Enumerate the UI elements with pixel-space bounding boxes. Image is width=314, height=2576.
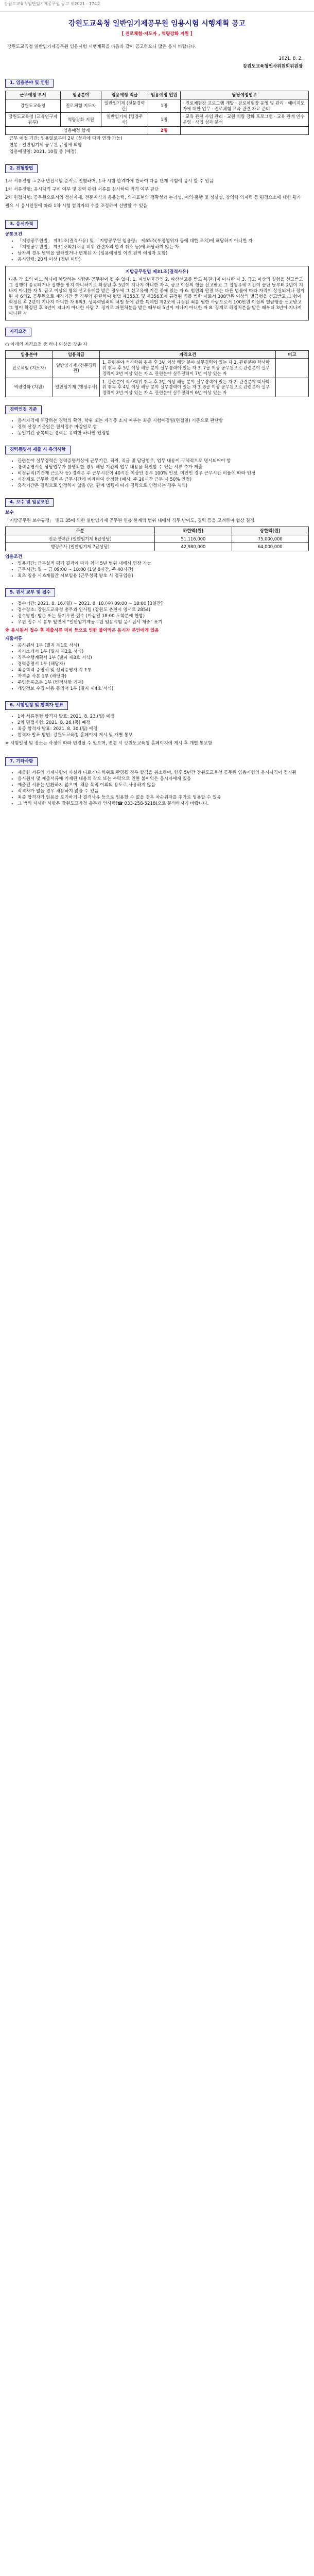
position-table-header: [6, 91, 309, 99]
cell-note: [276, 359, 309, 378]
th-requirements: 자격요건: [100, 350, 276, 359]
section-5: [0, 442, 314, 494]
cell-dept: 강원도교육청: [6, 99, 61, 113]
cell-pay-low: 51,116,000: [155, 535, 232, 543]
section-1: [0, 75, 314, 160]
table-row: [6, 378, 309, 397]
publish-date: 2021. 8. 2.: [278, 56, 303, 61]
document-title: 강원도교육청 일반임기제공무원 임용시험 시행계획 공고: [68, 20, 246, 28]
common-requirements-title: 공통요건: [5, 231, 23, 237]
section-6-title: 4. 보수 및 임용조건: [5, 498, 54, 507]
qualification-table-header: [6, 350, 309, 359]
table-row: [6, 113, 309, 127]
th-grade: 임용예정 직급: [101, 91, 148, 99]
section-3: [0, 216, 314, 401]
cell-count: 1명: [148, 99, 180, 113]
list-item: • 임용기간: 근무실적 평가 결과에 따라 최대 5년 범위 내에서 연장 가능: [18, 561, 309, 567]
application-list: [12, 601, 309, 625]
application-warning: ※ 응시원서 접수 후 제출서류 미비 등으로 인한 불이익은 응시자 본인에게 있음: [5, 628, 159, 633]
th-field: 임용분야: [60, 91, 101, 99]
cell-grade: 일반임기제 (행정주사): [101, 113, 148, 127]
legal-box-text: 다음 각 호의 어느 하나에 해당하는 사람은 공무원이 될 수 없다. 1. 피성년후견인 2. 파산선고를 받고 복권되지 아니한 자 3. 금고 이상의 실형을 선고받고 그 집행이 종료되거나 집행을 받지 아니하기로 확정된 후 5년이 지나지 아니한 자 4. 금고 이상의 형을 선고받고 그 집행유예 기간이 끝난 날부터 2년이 지나지 아니한 자 5. 금고 이상의 형의 선고유예를 받은 경우에 그 선고유예 기간 중에 있는 자 6. 법원의 판결 또는 다른 법률에 따라 자격이 상실되거나 정지된 자 6의2. 공무원으로 재직기간 중 직무와 관련하여 형법 제355조 및 제356조에 규정된 죄를 범한 자로서 300만원 이상의 벌금형을 선고받고 그 형이 확정된 후 2년이 지나지 아니한 자 6의3. 성폭력범죄의 처벌 등에 관한 특례법 제2조에 규정된 죄를 범한 사람으로서 100만원 이상의 벌금형을 선고받고 그 형이 확정된 후 3년이 지나지 아니한 사람 7. 징계로 파면처분을 받은 때부터 5년이 지나지 아니한 자 8. 징계로 해임처분을 받은 때부터 3년이 지나지 아니한 자: [9, 277, 305, 316]
pay-title: 보수: [5, 510, 14, 515]
pay-table: [5, 527, 309, 551]
table-row: [6, 99, 309, 113]
cell-grade: 일반임기제 (전문경력관): [53, 359, 100, 378]
th-pay-high: 상한액(원): [232, 527, 308, 535]
note-2: 연봉 : 일반임기제 공무원 규정에 의함: [9, 142, 82, 148]
cell-note: [276, 378, 309, 397]
cell-field: 진로체험 지도자: [60, 99, 101, 113]
document-subtitle: [ 진로체험·지도자 , 역량강화 지원 ]: [121, 31, 193, 37]
list-item: • 응시연령: 20세 이상 (정년 미만): [18, 257, 309, 263]
list-item: • 2차 면접시험: 2021. 8. 26.(목) 예정: [18, 720, 309, 726]
th-grade: 임용직급: [53, 350, 100, 359]
cell-pay-high: 75,000,000: [232, 535, 308, 543]
cell-pay-grade: 전문경력관 (일반임기제 6급상당): [6, 535, 155, 543]
section-2-title: 2. 전형방법: [5, 164, 38, 173]
section-7: [0, 584, 314, 697]
section-3-title: 3. 응시자격: [5, 220, 38, 229]
schedule-list: [12, 714, 309, 738]
list-item: • 접수방법: 방문 또는 등기우편 접수 (마감일 18:00 도착분에 한함): [18, 614, 309, 619]
list-item: • 경력증명서 1부 (해당자): [18, 662, 309, 667]
misc-list: [12, 770, 309, 807]
th-field: 임용분야: [6, 350, 53, 359]
list-item: • 1차 서류전형 합격자 발표: 2021. 8. 23.(월) 예정: [18, 714, 309, 720]
list-item: • 「지방공무원법」 제31조의2(채용 비위 관련자의 합격 취소 등)에 해당하지 않는 자: [18, 245, 309, 250]
list-item: • 남자의 경우 병역을 필하였거나 면제된 자 (임용예정일 이전 전역 예정자 포함): [18, 251, 309, 257]
section-9: [0, 753, 314, 812]
cell-pay-grade: 행정주사 (일반임기제 7급상당): [6, 543, 155, 551]
th-pay-grade: 구분: [6, 527, 155, 535]
list-item: • 「지방공무원법」 제31조(결격사유) 및 「지방공무원 임용령」 제65조(부정행위자 등에 대한 조치)에 해당하지 아니한 자: [18, 239, 309, 244]
table-row: [6, 535, 309, 543]
section-8-title: 6. 시험일정 및 합격자 발표: [5, 701, 68, 710]
schedule-note: ※ 시험일정 및 장소는 사정에 따라 변경될 수 있으며, 변경 시 강원도교육청 홈페이지에 게시 후 개별 통보함: [5, 741, 213, 746]
cell-requirements: 1. 관련분야 석사학위 취득 후 2년 이상 해당 분야 실무경력이 있는 자 2. 관련분야 학사학위 취득 후 4년 이상 해당 분야 실무경력이 있는 자 3. 8급 이상 공무원으로 관련분야 실무경력이 2년 이상 있는 자 4. 관련분야 실무경력이 6년 이상 있는 자: [100, 378, 276, 397]
qualification-table: [5, 350, 309, 397]
note-1: 근무 예정 기간: 임용일로부터 2년 (성과에 따라 연장 가능): [9, 135, 123, 141]
cell-grade: 일반임기제 (전문경력관): [101, 99, 148, 113]
qualification-subtitle: ○ 아래의 자격요건 중 하나 이상을 갖춘 자: [5, 342, 88, 347]
list-item: • 응시원서 1부 (별지 제1호 서식): [18, 643, 309, 649]
list-item: • 비정규직(기간제 근로자 등) 경력은 주 근무시간이 40시간 이상인 경우 100% 인정, 미만인 경우 근무시간 비율에 따라 인정: [18, 471, 309, 477]
list-item: • 응시자격에 해당하는 경력의 확인, 학위 또는 자격증 소지 여부는 최종 시험예정일(면접일) 기준으로 판단함: [18, 418, 309, 424]
common-requirements-list: [12, 239, 309, 263]
list-item: • 최종 합격자가 임용을 포기하거나 결격사유 등으로 임용할 수 없을 경우 차순위자를 추가로 임용할 수 있음: [18, 795, 309, 801]
list-item: • 근무시간: 월 ~ 금 09:00 ~ 18:00 (1일 8시간, 주 40시간): [18, 567, 309, 573]
cell-field: 역량강화 지원: [60, 113, 101, 127]
pay-table-header: [6, 527, 309, 535]
method-p3: 2차 면접시험: 공무원으로서의 정신자세, 전문지식과 응용능력, 의사표현의 정확성과 논리성, 예의·품행 및 성실성, 창의력·의지력 등 평정요소에 대한 평가: [5, 195, 301, 200]
cell-duties: · 진로체험장 프로그램 개발 · 진로체험장 운영 및 관리 · 예비지도자에 대한 업무 · 진로체험 교육 관련 자료 준비: [180, 99, 308, 113]
qualification-title: 자격요건: [5, 328, 31, 336]
section-1-title: 1. 임용분야 및 인원: [5, 79, 54, 88]
list-item: • 시간제로 근무한 경력은 근무시간에 비례하여 산정함 (예시: 주 20시간 근무 시 50% 인정): [18, 477, 309, 483]
section-2: [0, 160, 314, 216]
th-note: 비고: [276, 350, 309, 359]
cell-field: 역량강화 (지원): [6, 378, 53, 397]
list-item: • 관련분야 실무경력은 경력증명서상에 근무기간, 직위, 직급 및 담당업무, 업무 내용이 구체적으로 명시되어야 함: [18, 459, 309, 464]
cell-dept: 강원도교육청 (교육연구지원부): [6, 113, 61, 127]
list-item: • 경력증명서상 담당업무가 불명확한 경우 해당 기관의 업무 내용을 확인할 수 있는 서류 추가 제출: [18, 465, 309, 470]
list-item: • 제출한 서류의 기재사항이 사실과 다르거나 허위로 판명될 경우 합격을 취소하며, 향후 5년간 강원도교육청 공무원 임용시험의 응시자격이 정지됨: [18, 770, 309, 776]
cell-duties: · 교육 관련 사업 관리 · 교원 역량 강화 프로그램 · 교육 관계 연수 운영 · 사업 성과 분석: [180, 113, 308, 127]
section-7-title: 5. 원서 교부 및 접수: [5, 588, 55, 597]
total-label: 임용예정 합계: [6, 126, 148, 134]
list-item: • 자기소개서 1부 (별지 제2호 서식): [18, 649, 309, 655]
legal-box-title: 지방공무원법 제31조(결격사유): [125, 269, 189, 275]
pay-text: 「지방공무원 보수규정」 별표 35에 의한 일반임기제 공무원 연봉 한계액 범위 내에서 직무 난이도, 경력 등을 고려하여 협상 결정: [5, 518, 255, 523]
issuing-organization: 강원도교육청인사위원회위원장: [242, 64, 303, 69]
position-table: [5, 91, 309, 135]
list-item: • 최초 임용 시 6개월간 시보임용 (근무성적 양호 시 정규임용): [18, 573, 309, 579]
list-item: • 우편 접수 시 봉투 앞면에 "일반임기제공무원 임용시험 응시원서 재중" 표기: [18, 620, 309, 625]
section-9-title: 7. 기타사항: [5, 757, 38, 766]
method-p2: 1차 서류전형: 응시자격 구비 여부 및 경력 관련 서류를 심사하여 적격 여부 판단: [5, 187, 159, 192]
documents-list: [12, 643, 309, 692]
legal-box: [5, 266, 309, 320]
list-item: • 개인정보 수집·이용 동의서 1부 (별지 제4호 서식): [18, 686, 309, 692]
title-block: [0, 12, 314, 41]
table-row: [6, 543, 309, 551]
conditions-title: 임용조건: [5, 554, 23, 560]
list-item: • 접수장소: 강원도교육청 총무과 인사팀 (강원도 춘천시 영서로 2854): [18, 607, 309, 613]
list-item: • 동일기간 중복되는 경력은 유리한 하나만 인정함: [18, 431, 309, 436]
method-p4: 필요 시 응시인원에 따라 1차 시험 합격자의 수를 조정하여 선발할 수 있음: [5, 203, 148, 209]
conditions-list: [12, 561, 309, 579]
list-item: • 그 밖의 자세한 사항은 강원도교육청 총무과 인사팀(☎ 033-258-5218)으로 문의하시기 바랍니다.: [18, 801, 309, 807]
document-header-id: 강원도교육청일반임기제공무원 공고 제2021 - 174호: [0, 0, 314, 12]
experience-doc-notes: [12, 459, 309, 489]
section-6: [0, 494, 314, 584]
total-value: 2명: [148, 126, 180, 134]
table-row: [6, 359, 309, 378]
section-4-title: 경력인정 기준: [5, 405, 42, 414]
list-item: • 직무수행계획서 1부 (별지 제3호 서식): [18, 655, 309, 661]
list-item: • 자격증 사본 1부 (해당자): [18, 674, 309, 680]
th-dept: 근무예정 부서: [6, 91, 61, 99]
section-5-title: 경력증명서 제출 시 유의사항: [5, 446, 71, 454]
cell-pay-low: 42,980,000: [155, 543, 232, 551]
table-total-row: [6, 126, 309, 134]
documents-title: 제출서류: [5, 636, 23, 641]
th-pay-low: 하한액(원): [155, 527, 232, 535]
list-item: • 최종 합격자 발표: 2021. 8. 30.(월) 예정: [18, 726, 309, 732]
intro-text: 강원도교육청 일반임기제공무원 임용시험 시행계획을 다음과 같이 공고하오니 많은 응시 바랍니다.: [7, 44, 197, 49]
method-p1: 1차 서류전형 → 2차 면접시험 순서로 진행하며, 1차 시험 합격자에 한하여 다음 단계 시험에 응시 할 수 있음: [5, 178, 214, 184]
experience-criteria-list: [12, 418, 309, 436]
list-item: • 최종학력 증명서 및 성적증명서 각 1부: [18, 668, 309, 673]
list-item: • 적격자가 없을 경우 채용하지 않을 수 있음: [18, 789, 309, 794]
list-item: • 합격자 발표 방법: 강원도교육청 홈페이지 게시 및 개별 통보: [18, 733, 309, 738]
list-item: • 휴직기간은 경력으로 인정하지 않음 (단, 관계 법령에 따라 경력으로 인정되는 경우 제외): [18, 483, 309, 489]
section-8: [0, 697, 314, 753]
list-item: • 경력 산정 기준일은 원서접수 마감일로 함: [18, 425, 309, 430]
cell-count: 1명: [148, 113, 180, 127]
list-item: • 응시원서 및 제출서류에 기재된 내용의 착오 또는 누락으로 인한 불이익은 응시자에게 있음: [18, 776, 309, 782]
cell-pay-high: 64,000,000: [232, 543, 308, 551]
th-duties: 담당예정업무: [180, 91, 308, 99]
th-count: 임용예정 인원: [148, 91, 180, 99]
cell-grade: 일반임기제 (행정주사): [53, 378, 100, 397]
cell-field: 진로체험 (지도자): [6, 359, 53, 378]
note-3: 임용예정일: 2021. 10월 중 (예정): [9, 149, 77, 155]
list-item: • 제출된 서류는 반환하지 않으며, 채용 목적 이외의 용도로 사용하지 않음: [18, 783, 309, 788]
cell-requirements: 1. 관련분야 석사학위 취득 후 3년 이상 해당 분야 실무경력이 있는 자 2. 관련분야 학사학위 취득 후 5년 이상 해당 분야 실무경력이 있는 자 3. 7급 이상 공무원으로 관련분야 실무경력이 2년 이상 있는 자 4. 관련분야 실무경력이 7년 이상 있는 자: [100, 359, 276, 378]
section-4: [0, 401, 314, 442]
list-item: • 주민등록초본 1부 (병적사항 기재): [18, 680, 309, 686]
list-item: • 접수기간: 2021. 8. 16.(월) ~ 2021. 8. 18.(수) 09:00 ~ 18:00 [3일간]: [18, 601, 309, 607]
